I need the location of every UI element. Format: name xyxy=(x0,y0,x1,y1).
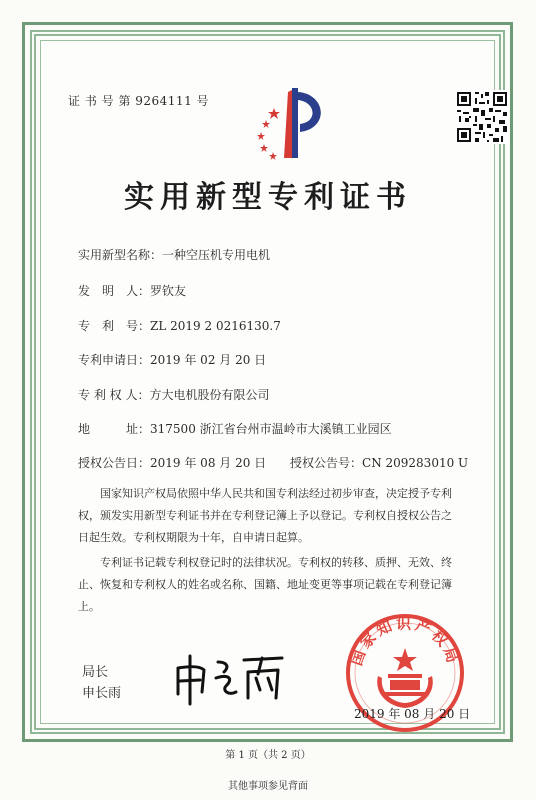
field-address xyxy=(78,420,392,437)
field-utility-model-name xyxy=(78,246,270,263)
field-label: 专 利 号： xyxy=(78,319,151,333)
cnipa-logo-icon xyxy=(244,82,334,164)
body-paragraph-1 xyxy=(78,483,462,549)
field-value: CN 209283010 U xyxy=(362,456,469,470)
field-application-date xyxy=(78,351,266,368)
paragraph-text: 国家知识产权局依照中华人民共和国专利法经过初步审查，决定授予专利权，颁发实用新型专利证书并在专利登记簿上予以登记。专利权自授权公告之日起生效。专利权期限为十年，自申请日起算。 xyxy=(78,487,452,544)
field-grant-number xyxy=(290,454,468,471)
paragraph-text: 专利证书记载专利权登记时的法律状况。专利权的转移、质押、无效、终止、恢复和专利权人的姓名或名称、国籍、地址变更等事项记载在专利登记簿上。 xyxy=(78,556,452,613)
seal-date: 2019 年 08 月 20 日 xyxy=(354,707,471,721)
field-value: 方大电机股份有限公司 xyxy=(149,388,270,402)
certificate-number: 证 书 号 第 9264111 号 xyxy=(68,94,210,108)
field-value: ZL 2019 2 0216130.7 xyxy=(150,319,281,333)
field-label: 专 利 权 人： xyxy=(78,388,150,402)
director-title: 局长 xyxy=(82,665,109,680)
field-label: 发 明 人： xyxy=(78,284,151,298)
certificate-title: 实用新型专利证书 xyxy=(124,180,412,215)
director-name: 申长雨 xyxy=(82,686,122,701)
field-label: 实用新型名称： xyxy=(78,248,163,262)
field-label: 地 址： xyxy=(78,422,151,436)
footer-note: 其他事项参见背面 xyxy=(228,781,308,792)
seal-text: 国家知识产权局 xyxy=(347,614,463,668)
field-patentee xyxy=(78,386,269,403)
field-value: 2019 年 08 月 20 日 xyxy=(150,456,267,470)
field-label: 授权公告号： xyxy=(290,456,363,470)
page-number: 第 1 页（共 2 页） xyxy=(225,750,311,761)
field-value: 一种空压机专用电机 xyxy=(162,248,271,262)
field-value: 317500 浙江省台州市温岭市大溪镇工业园区 xyxy=(150,422,392,436)
qr-code-icon xyxy=(455,90,509,144)
field-inventor xyxy=(78,282,186,299)
signature-image xyxy=(170,648,290,706)
body-paragraph-2 xyxy=(78,552,462,618)
field-value: 2019 年 02 月 20 日 xyxy=(150,353,267,367)
field-grant-date xyxy=(78,454,266,471)
field-patent-number xyxy=(78,317,281,334)
field-label: 授权公告日： xyxy=(78,456,151,470)
field-label: 专利申请日： xyxy=(78,353,151,367)
field-value: 罗钦友 xyxy=(150,284,187,298)
